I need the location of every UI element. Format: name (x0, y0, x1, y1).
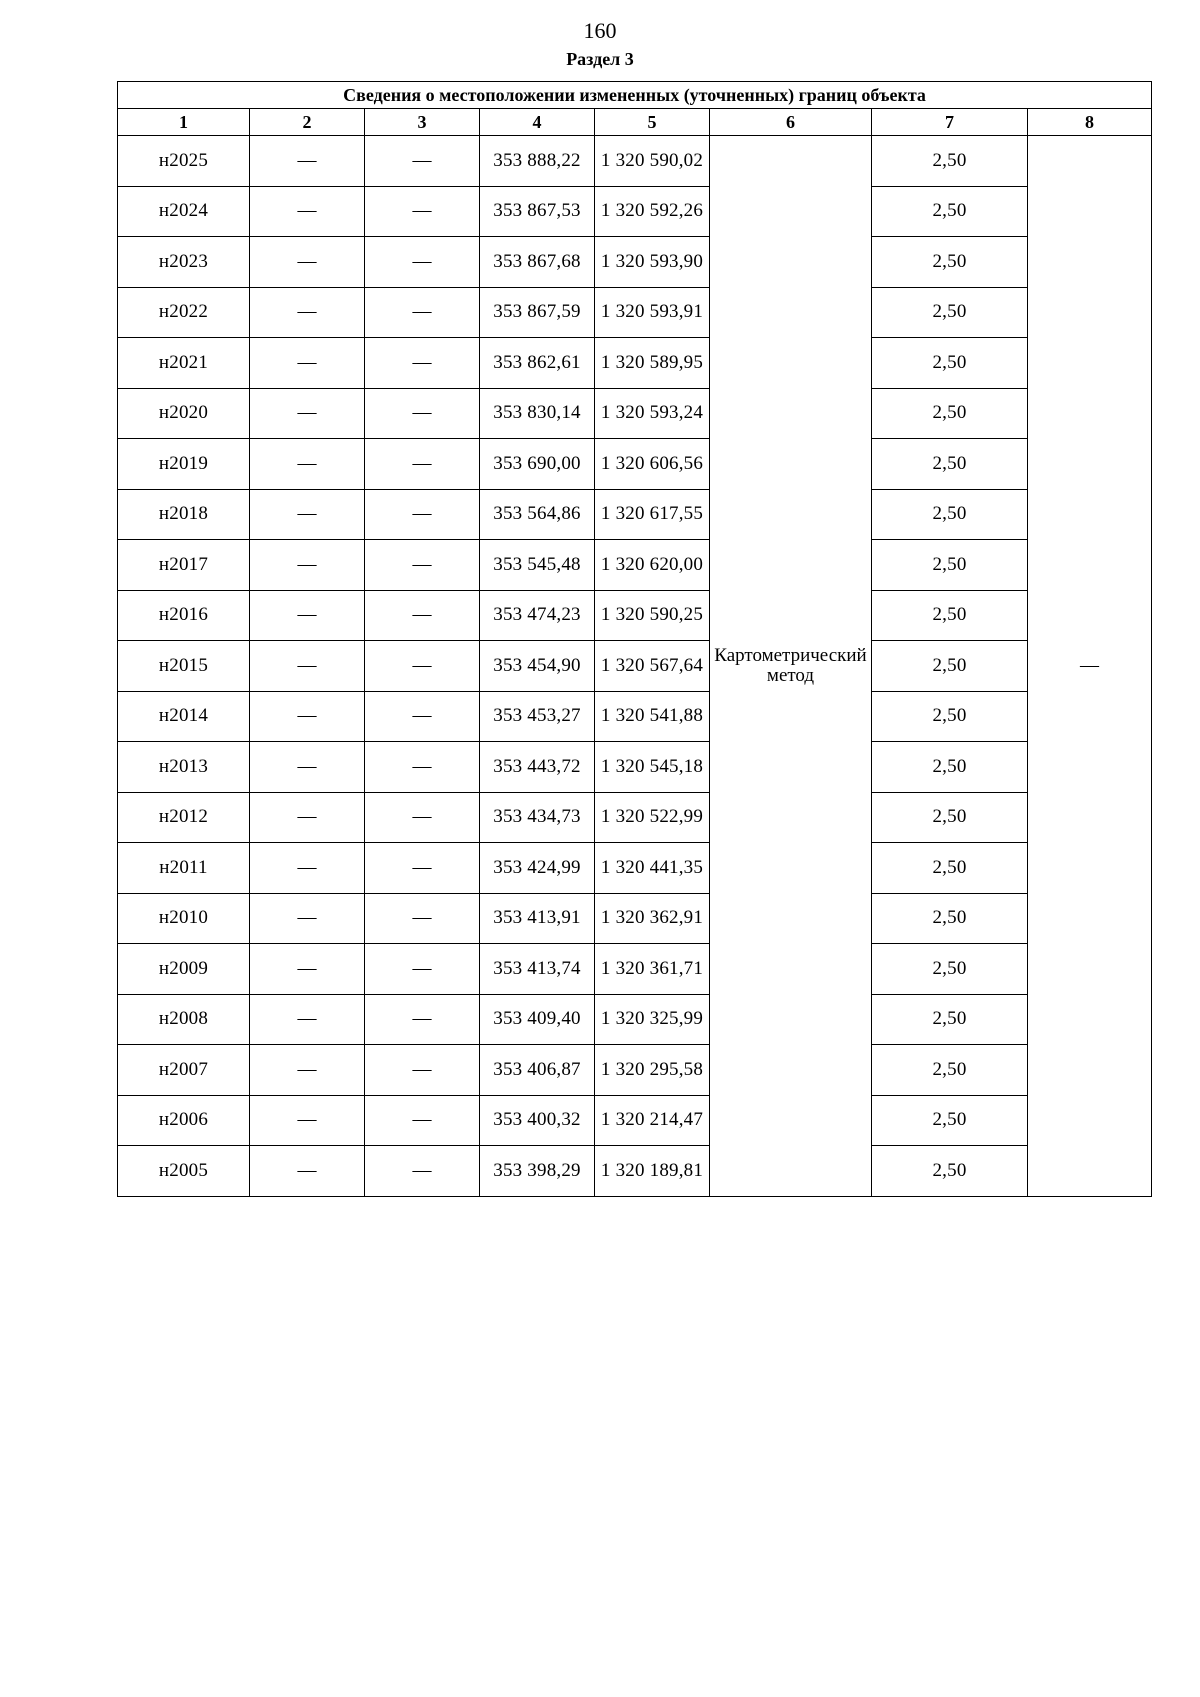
point-id-cell: н2017 (118, 540, 250, 591)
column-3-cell: — (365, 691, 480, 742)
x-coordinate-cell: 353 564,86 (480, 489, 595, 540)
column-number-row (118, 109, 1152, 136)
y-coordinate-cell: 1 320 295,58 (595, 1045, 710, 1096)
point-id-cell: н2024 (118, 186, 250, 237)
y-coordinate-cell: 1 320 593,90 (595, 237, 710, 288)
column-2-cell: — (250, 388, 365, 439)
y-coordinate-cell: 1 320 441,35 (595, 843, 710, 894)
accuracy-cell: 2,50 (872, 388, 1028, 439)
column-2-cell: — (250, 136, 365, 187)
y-coordinate-cell: 1 320 590,02 (595, 136, 710, 187)
column-3-cell: — (365, 287, 480, 338)
point-id-cell: н2018 (118, 489, 250, 540)
column-2-cell: — (250, 792, 365, 843)
column-3-cell: — (365, 893, 480, 944)
y-coordinate-cell: 1 320 620,00 (595, 540, 710, 591)
table-row (118, 136, 1152, 187)
accuracy-cell: 2,50 (872, 691, 1028, 742)
table-row (118, 1045, 1152, 1096)
x-coordinate-cell: 353 413,74 (480, 944, 595, 995)
column-3-cell: — (365, 1095, 480, 1146)
column-2-cell: — (250, 691, 365, 742)
accuracy-cell: 2,50 (872, 792, 1028, 843)
table-row (118, 489, 1152, 540)
point-id-cell: н2009 (118, 944, 250, 995)
x-coordinate-cell: 353 888,22 (480, 136, 595, 187)
table-row (118, 388, 1152, 439)
column-number-3: 3 (365, 109, 480, 136)
y-coordinate-cell: 1 320 606,56 (595, 439, 710, 490)
point-id-cell: н2006 (118, 1095, 250, 1146)
table-row (118, 439, 1152, 490)
table-row (118, 944, 1152, 995)
column-2-cell: — (250, 186, 365, 237)
accuracy-cell: 2,50 (872, 338, 1028, 389)
y-coordinate-cell: 1 320 592,26 (595, 186, 710, 237)
page-number: 160 (583, 18, 617, 43)
accuracy-cell: 2,50 (872, 590, 1028, 641)
column-number-2: 2 (250, 109, 365, 136)
column-3-cell: — (365, 843, 480, 894)
accuracy-cell: 2,50 (872, 136, 1028, 187)
method-cell: Картометрический метод (710, 136, 872, 1197)
accuracy-cell: 2,50 (872, 1095, 1028, 1146)
accuracy-cell: 2,50 (872, 843, 1028, 894)
column-2-cell: — (250, 439, 365, 490)
y-coordinate-cell: 1 320 189,81 (595, 1146, 710, 1197)
column-3-cell: — (365, 136, 480, 187)
x-coordinate-cell: 353 830,14 (480, 388, 595, 439)
column-2-cell: — (250, 540, 365, 591)
y-coordinate-cell: 1 320 590,25 (595, 590, 710, 641)
accuracy-cell: 2,50 (872, 1146, 1028, 1197)
column-2-cell: — (250, 287, 365, 338)
table-body (118, 136, 1152, 1197)
section-title: Раздел 3 (566, 49, 634, 69)
column-2-cell: — (250, 893, 365, 944)
x-coordinate-cell: 353 867,59 (480, 287, 595, 338)
column-2-cell: — (250, 1146, 365, 1197)
column-3-cell: — (365, 186, 480, 237)
x-coordinate-cell: 353 690,00 (480, 439, 595, 490)
x-coordinate-cell: 353 424,99 (480, 843, 595, 894)
accuracy-cell: 2,50 (872, 1045, 1028, 1096)
column-2-cell: — (250, 489, 365, 540)
table-row (118, 843, 1152, 894)
table-row (118, 590, 1152, 641)
point-id-cell: н2019 (118, 439, 250, 490)
x-coordinate-cell: 353 867,53 (480, 186, 595, 237)
y-coordinate-cell: 1 320 541,88 (595, 691, 710, 742)
column-3-cell: — (365, 590, 480, 641)
point-id-cell: н2011 (118, 843, 250, 894)
accuracy-cell: 2,50 (872, 439, 1028, 490)
accuracy-cell: 2,50 (872, 944, 1028, 995)
column-3-cell: — (365, 641, 480, 692)
y-coordinate-cell: 1 320 361,71 (595, 944, 710, 995)
column-2-cell: — (250, 994, 365, 1045)
column-number-4: 4 (480, 109, 595, 136)
column-number-5: 5 (595, 109, 710, 136)
point-id-cell: н2015 (118, 641, 250, 692)
column-2-cell: — (250, 1045, 365, 1096)
point-id-cell: н2013 (118, 742, 250, 793)
column-3-cell: — (365, 338, 480, 389)
point-id-cell: н2010 (118, 893, 250, 944)
column-2-cell: — (250, 843, 365, 894)
table-row (118, 1095, 1152, 1146)
column-3-cell: — (365, 489, 480, 540)
x-coordinate-cell: 353 406,87 (480, 1045, 595, 1096)
column-8-cell: — (1028, 136, 1152, 1197)
table-row (118, 893, 1152, 944)
column-2-cell: — (250, 944, 365, 995)
accuracy-cell: 2,50 (872, 641, 1028, 692)
y-coordinate-cell: 1 320 362,91 (595, 893, 710, 944)
boundary-coordinates-table (117, 81, 1152, 1197)
column-2-cell: — (250, 641, 365, 692)
table-caption: Сведения о местоположении измененных (уточненных) границ объекта (118, 82, 1152, 109)
y-coordinate-cell: 1 320 617,55 (595, 489, 710, 540)
column-number-8: 8 (1028, 109, 1152, 136)
point-id-cell: н2020 (118, 388, 250, 439)
accuracy-cell: 2,50 (872, 237, 1028, 288)
x-coordinate-cell: 353 413,91 (480, 893, 595, 944)
table-row (118, 237, 1152, 288)
point-id-cell: н2025 (118, 136, 250, 187)
y-coordinate-cell: 1 320 214,47 (595, 1095, 710, 1146)
x-coordinate-cell: 353 434,73 (480, 792, 595, 843)
y-coordinate-cell: 1 320 545,18 (595, 742, 710, 793)
y-coordinate-cell: 1 320 589,95 (595, 338, 710, 389)
table-row (118, 540, 1152, 591)
table-row (118, 338, 1152, 389)
y-coordinate-cell: 1 320 522,99 (595, 792, 710, 843)
column-3-cell: — (365, 540, 480, 591)
point-id-cell: н2012 (118, 792, 250, 843)
x-coordinate-cell: 353 443,72 (480, 742, 595, 793)
accuracy-cell: 2,50 (872, 287, 1028, 338)
accuracy-cell: 2,50 (872, 186, 1028, 237)
column-2-cell: — (250, 590, 365, 641)
x-coordinate-cell: 353 862,61 (480, 338, 595, 389)
table-row (118, 641, 1152, 692)
point-id-cell: н2021 (118, 338, 250, 389)
accuracy-cell: 2,50 (872, 994, 1028, 1045)
y-coordinate-cell: 1 320 593,91 (595, 287, 710, 338)
x-coordinate-cell: 353 867,68 (480, 237, 595, 288)
point-id-cell: н2014 (118, 691, 250, 742)
column-3-cell: — (365, 237, 480, 288)
table-row (118, 1146, 1152, 1197)
x-coordinate-cell: 353 453,27 (480, 691, 595, 742)
table-row (118, 287, 1152, 338)
table-row (118, 186, 1152, 237)
point-id-cell: н2022 (118, 287, 250, 338)
accuracy-cell: 2,50 (872, 893, 1028, 944)
point-id-cell: н2008 (118, 994, 250, 1045)
y-coordinate-cell: 1 320 593,24 (595, 388, 710, 439)
column-3-cell: — (365, 944, 480, 995)
column-2-cell: — (250, 742, 365, 793)
column-number-7: 7 (872, 109, 1028, 136)
column-2-cell: — (250, 237, 365, 288)
point-id-cell: н2016 (118, 590, 250, 641)
column-3-cell: — (365, 994, 480, 1045)
point-id-cell: н2007 (118, 1045, 250, 1096)
x-coordinate-cell: 353 474,23 (480, 590, 595, 641)
point-id-cell: н2005 (118, 1146, 250, 1197)
x-coordinate-cell: 353 454,90 (480, 641, 595, 692)
column-3-cell: — (365, 1045, 480, 1096)
table-row (118, 691, 1152, 742)
column-number-1: 1 (118, 109, 250, 136)
column-3-cell: — (365, 742, 480, 793)
column-2-cell: — (250, 1095, 365, 1146)
column-number-6: 6 (710, 109, 872, 136)
column-3-cell: — (365, 388, 480, 439)
table-row (118, 742, 1152, 793)
column-3-cell: — (365, 439, 480, 490)
x-coordinate-cell: 353 409,40 (480, 994, 595, 1045)
table-row (118, 994, 1152, 1045)
x-coordinate-cell: 353 398,29 (480, 1146, 595, 1197)
x-coordinate-cell: 353 545,48 (480, 540, 595, 591)
y-coordinate-cell: 1 320 325,99 (595, 994, 710, 1045)
accuracy-cell: 2,50 (872, 742, 1028, 793)
y-coordinate-cell: 1 320 567,64 (595, 641, 710, 692)
column-2-cell: — (250, 338, 365, 389)
x-coordinate-cell: 353 400,32 (480, 1095, 595, 1146)
point-id-cell: н2023 (118, 237, 250, 288)
accuracy-cell: 2,50 (872, 489, 1028, 540)
accuracy-cell: 2,50 (872, 540, 1028, 591)
column-3-cell: — (365, 1146, 480, 1197)
table-row (118, 792, 1152, 843)
column-3-cell: — (365, 792, 480, 843)
